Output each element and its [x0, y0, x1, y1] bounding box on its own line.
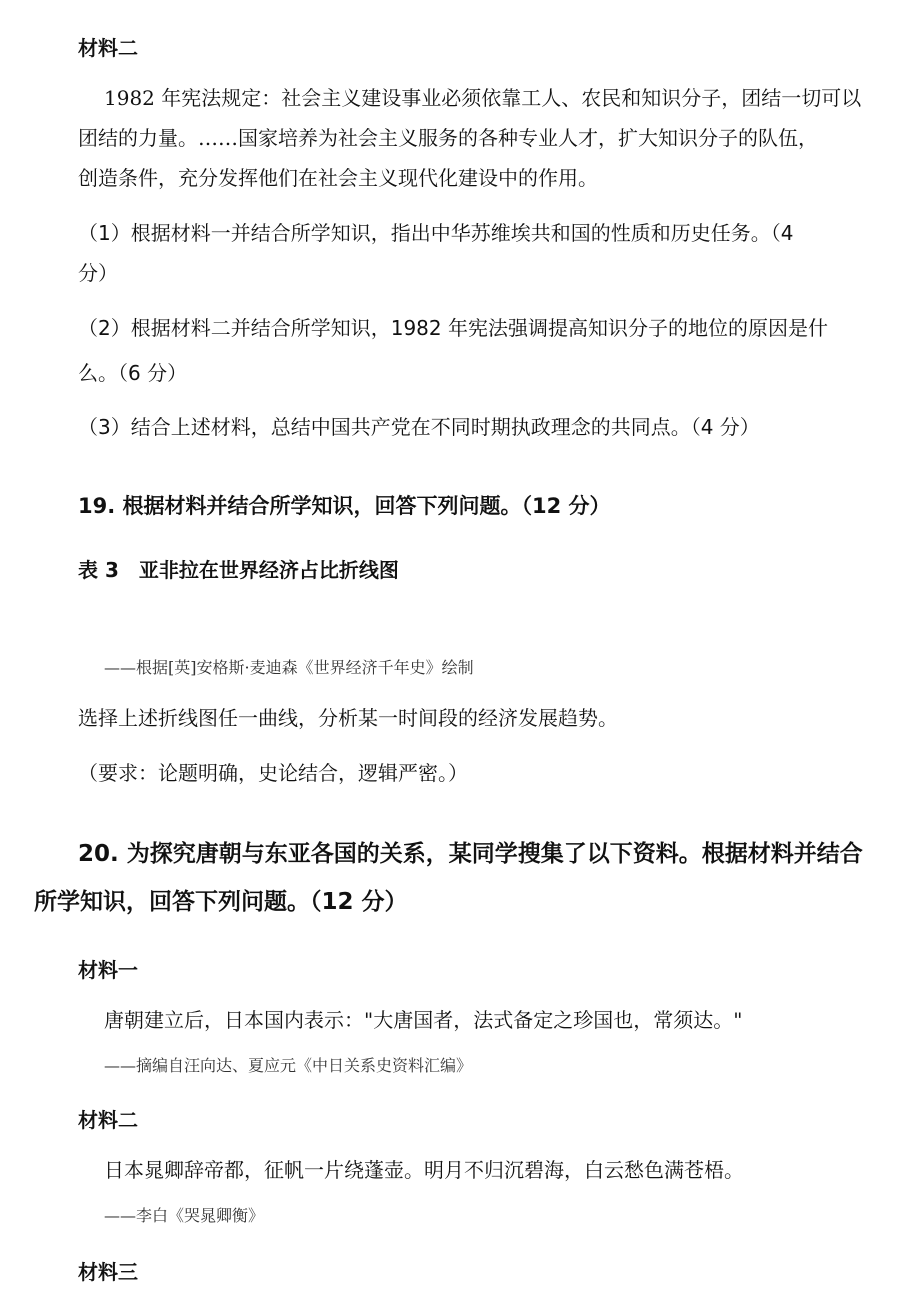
material-3-label: 材料三: [78, 1260, 138, 1284]
question-19-requirement: （要求：论题明确，史论结合，逻辑严密。）: [78, 761, 468, 785]
material-2-line-2: 团结的力量。……国家培养为社会主义服务的各种专业人才，扩大知识分子的队伍，: [78, 126, 818, 150]
material-2-line-1: 1982 年宪法规定：社会主义建设事业必须依靠工人、农民和知识分子，团结一切可以: [104, 86, 862, 110]
question-1-line-1: （1）根据材料一并结合所学知识，指出中华苏维埃共和国的性质和历史任务。（4: [78, 221, 794, 245]
chart-source: ——根据[英]安格斯·麦迪森《世界经济千年史》绘制: [104, 658, 474, 677]
question-2-line-1: （2）根据材料二并结合所学知识，1982 年宪法强调提高知识分子的地位的原因是什: [78, 316, 828, 340]
question-19-heading: 19. 根据材料并结合所学知识，回答下列问题。（12 分）: [78, 494, 611, 518]
chart-placeholder: [78, 600, 838, 648]
material-2-line-3: 创造条件，充分发挥他们在社会主义现代化建设中的作用。: [78, 166, 598, 190]
material-2-label: 材料二: [78, 36, 138, 60]
material-2-label-20: 材料二: [78, 1108, 138, 1132]
question-19-task: 选择上述折线图任一曲线，分析某一时间段的经济发展趋势。: [78, 706, 618, 730]
question-3: （3）结合上述材料，总结中国共产党在不同时期执政理念的共同点。（4 分）: [78, 415, 760, 439]
table-3-caption: 表 3 亚非拉在世界经济占比折线图: [78, 558, 399, 582]
question-1-line-2: 分）: [78, 261, 118, 285]
question-20-heading-line-1: 20. 为探究唐朝与东亚各国的关系，某同学搜集了以下资料。根据材料并结合: [78, 841, 863, 867]
material-1-text: 唐朝建立后，日本国内表示："大唐国者，法式备定之珍国也，常须达。": [104, 1008, 743, 1032]
material-1-label: 材料一: [78, 958, 138, 982]
material-1-source: ——摘编自汪向达、夏应元《中日关系史资料汇编》: [104, 1056, 473, 1075]
question-2-line-2: 么。（6 分）: [78, 361, 188, 385]
material-2-source-20: ——李白《哭晁卿衡》: [104, 1206, 265, 1225]
question-20-heading-line-2: 所学知识，回答下列问题。（12 分）: [34, 889, 408, 915]
material-2-text-20: 日本晁卿辞帝都，征帆一片绕蓬壶。明月不归沉碧海，白云愁色满苍梧。: [104, 1158, 744, 1182]
